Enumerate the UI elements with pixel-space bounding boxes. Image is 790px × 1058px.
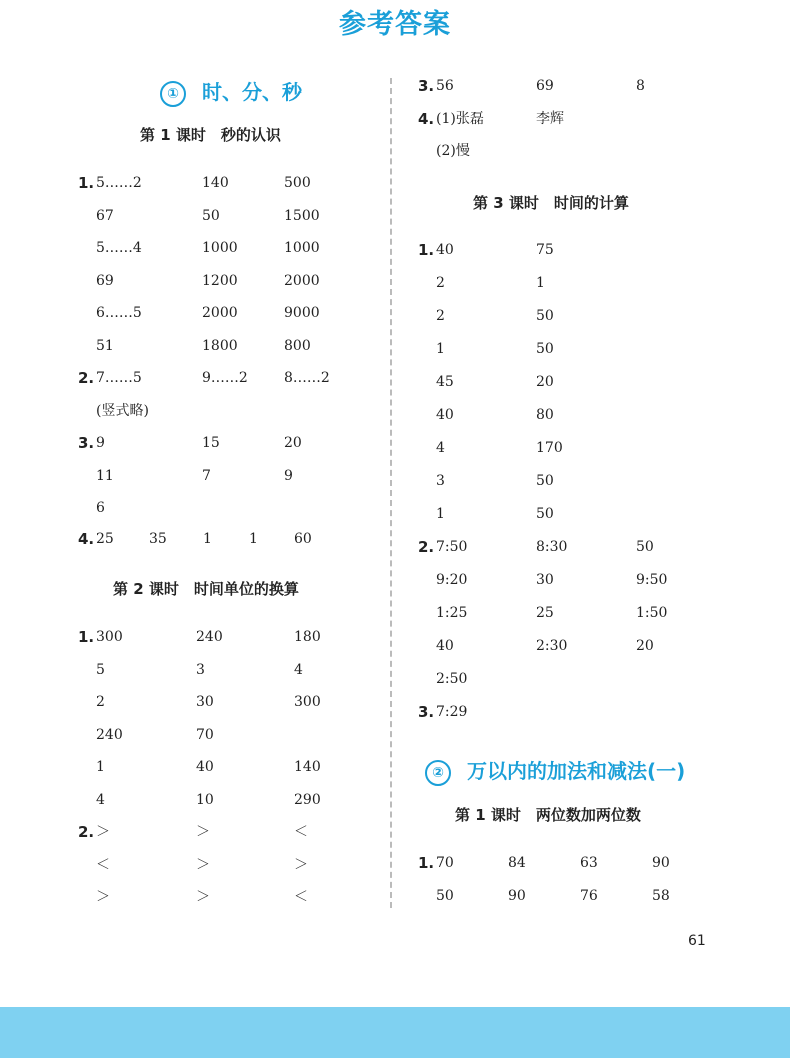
answer-row — [78, 887, 398, 907]
answer-value: 5……4 — [96, 240, 142, 256]
answer-value: 290 — [294, 791, 321, 808]
answer-value: 50 — [436, 888, 454, 904]
answer-value: 9:20 — [436, 572, 468, 588]
answer-value: 30 — [196, 694, 214, 710]
question-number: 2. — [418, 538, 435, 556]
unit-number: ① — [160, 81, 186, 107]
answer-value: 8:30 — [536, 539, 568, 555]
answer-value: ＞ — [196, 824, 210, 840]
answer-row — [418, 306, 738, 326]
answer-value: 35 — [149, 531, 167, 547]
answer-value: 90 — [652, 855, 670, 871]
answer-value: 李辉 — [536, 110, 564, 127]
answer-value: 7……5 — [96, 370, 142, 386]
answer-row — [78, 466, 398, 486]
answer-row — [418, 886, 738, 906]
question-number: 1. — [78, 628, 95, 646]
answer-row — [418, 372, 738, 392]
answer-value: 40 — [196, 759, 214, 775]
answer-value: 1000 — [284, 240, 320, 256]
answer-value: 180 — [294, 629, 321, 645]
answer-row — [418, 240, 738, 260]
answer-value: (竖式略) — [96, 402, 149, 419]
answer-value: 240 — [96, 726, 123, 743]
answer-row — [418, 438, 738, 458]
answer-row — [78, 401, 398, 421]
answer-row — [78, 660, 398, 680]
answer-row — [418, 636, 738, 656]
answer-value: 40 — [436, 242, 454, 258]
answer-row — [418, 669, 738, 689]
answer-value: 51 — [96, 337, 114, 354]
answer-value: 3 — [436, 473, 445, 489]
answer-value: 6……5 — [96, 305, 142, 321]
answer-value: 84 — [508, 855, 526, 871]
answer-value: 500 — [284, 175, 311, 191]
answer-row — [78, 790, 398, 810]
answer-value: 1 — [249, 531, 258, 547]
question-number: 2. — [78, 369, 95, 387]
question-number: 3. — [418, 703, 435, 721]
answer-value: 9……2 — [202, 370, 248, 386]
answer-value: 8 — [636, 78, 645, 94]
answer-value: 6 — [96, 500, 105, 516]
answer-value: ＞ — [96, 889, 110, 905]
answer-value: 20 — [284, 435, 302, 451]
answer-value: 7:29 — [436, 704, 468, 720]
answer-value: 140 — [202, 175, 229, 191]
answer-value: 9 — [284, 467, 293, 484]
answer-value: 1200 — [202, 272, 238, 289]
answer-value: 50 — [202, 207, 220, 224]
answer-row — [418, 141, 738, 161]
answer-row — [418, 504, 738, 524]
answer-value: 20 — [636, 638, 654, 654]
answer-row — [78, 529, 378, 549]
answer-value: 9:50 — [636, 572, 668, 588]
answer-value: 2:50 — [436, 671, 468, 687]
answer-value: ＜ — [96, 856, 110, 873]
answer-value: 9 — [96, 435, 105, 451]
answer-row — [78, 173, 398, 193]
answer-value: 1500 — [284, 207, 320, 224]
answer-value: 1 — [96, 759, 105, 775]
unit-2-heading — [425, 755, 685, 786]
answer-value: 25 — [536, 605, 554, 621]
answer-value: 9000 — [284, 305, 320, 321]
answer-value: 5……2 — [96, 175, 142, 191]
answer-value: 1 — [536, 275, 545, 291]
answer-value: 50 — [536, 473, 554, 489]
footer-band — [0, 1007, 790, 1058]
answer-value: 50 — [536, 341, 554, 357]
answer-value: 1 — [203, 531, 212, 547]
answer-value: 7:50 — [436, 539, 468, 555]
page-number: 61 — [688, 933, 706, 949]
question-number: 1. — [418, 241, 435, 259]
question-number: 1. — [78, 174, 95, 192]
answer-value: 58 — [652, 888, 670, 904]
answer-value: 2 — [436, 308, 445, 324]
unit-title: 时、分、秒 — [202, 80, 302, 104]
answer-value: 50 — [636, 539, 654, 555]
answer-value: 2000 — [202, 305, 238, 321]
answer-value: 4 — [294, 661, 303, 678]
answer-value: 45 — [436, 374, 454, 390]
answer-row — [78, 336, 398, 356]
unit-1-heading — [160, 76, 302, 107]
answer-row — [78, 271, 398, 291]
answer-value: 4 — [436, 440, 445, 456]
answer-row — [78, 303, 398, 323]
answer-row — [78, 855, 398, 875]
answer-value: 69 — [96, 272, 114, 289]
answer-value: 76 — [580, 888, 598, 904]
answer-row — [78, 206, 398, 226]
answer-row — [418, 273, 738, 293]
answer-value: 40 — [436, 638, 454, 654]
answer-value: 300 — [294, 694, 321, 710]
answer-row — [78, 692, 398, 712]
answer-row — [418, 339, 738, 359]
answer-value: 69 — [536, 78, 554, 94]
lesson-heading: 第 1 课时 秒的认识 — [140, 126, 281, 144]
answer-value: (1)张磊 — [436, 110, 484, 127]
unit-number: ② — [425, 760, 451, 786]
answer-row — [78, 238, 398, 258]
answer-value: 10 — [196, 791, 214, 808]
answer-row — [78, 757, 398, 777]
answer-value: 800 — [284, 337, 311, 354]
answer-value: ＞ — [196, 856, 210, 873]
answer-value: 4 — [96, 791, 105, 808]
answer-value: 1 — [436, 506, 445, 522]
answer-row — [78, 627, 398, 647]
answer-value: 50 — [536, 506, 554, 522]
page-title: 参考答案 — [339, 9, 451, 40]
answer-value: 2 — [436, 275, 445, 291]
answer-value: 15 — [202, 435, 220, 451]
answer-row — [418, 570, 738, 590]
answer-value: 170 — [536, 440, 563, 456]
answer-value: 3 — [196, 661, 205, 678]
question-number: 1. — [418, 854, 435, 872]
question-number: 4. — [418, 109, 435, 128]
answer-value: 140 — [294, 759, 321, 775]
answer-value: 20 — [536, 374, 554, 390]
unit-title: 万以内的加法和减法(一) — [467, 759, 686, 783]
answer-row — [418, 471, 738, 491]
answer-value: 80 — [536, 407, 554, 423]
answer-value: 30 — [536, 572, 554, 588]
answer-value: 7 — [202, 467, 211, 484]
answer-value: 1:50 — [636, 605, 668, 621]
answer-row — [418, 537, 738, 557]
answer-value: 70 — [436, 855, 454, 871]
answer-row — [418, 853, 738, 873]
answer-row — [78, 822, 398, 842]
answer-value: ＜ — [294, 889, 308, 905]
answer-value: (2)慢 — [436, 143, 470, 159]
question-number: 3. — [78, 434, 95, 452]
answer-row — [78, 433, 398, 453]
answer-value: 90 — [508, 888, 526, 904]
answer-value: 11 — [96, 467, 114, 484]
answer-value: 67 — [96, 207, 114, 224]
column-divider — [390, 78, 392, 908]
answer-row — [78, 368, 398, 388]
answer-row — [78, 725, 398, 745]
answer-value: 50 — [536, 308, 554, 324]
answer-value: 1 — [436, 341, 445, 357]
answer-value: 2 — [96, 694, 105, 710]
answer-value: 1800 — [202, 337, 238, 354]
answer-value: 75 — [536, 242, 554, 258]
lesson-heading: 第 2 课时 时间单位的换算 — [113, 580, 299, 598]
answer-value: ＜ — [294, 824, 308, 840]
answer-value: 2:30 — [536, 638, 568, 654]
answer-value: 300 — [96, 629, 123, 645]
answer-row — [418, 76, 738, 96]
answer-row — [418, 405, 738, 425]
question-number: 2. — [78, 823, 95, 841]
lesson-heading: 第 1 课时 两位数加两位数 — [455, 806, 641, 824]
answer-value: 8……2 — [284, 370, 330, 386]
answer-value: 2000 — [284, 272, 320, 289]
answer-value: 40 — [436, 407, 454, 423]
answer-value: ＞ — [294, 856, 308, 873]
question-number: 4. — [78, 530, 95, 548]
answer-value: 1:25 — [436, 605, 468, 621]
answer-value: 70 — [196, 726, 214, 743]
question-number: 3. — [418, 77, 435, 95]
answer-value: 240 — [196, 629, 223, 645]
answer-value: 5 — [96, 661, 105, 678]
answer-value: ＞ — [96, 824, 110, 840]
lesson-heading: 第 3 课时 时间的计算 — [473, 194, 629, 212]
answer-row — [418, 702, 738, 722]
answer-value: 60 — [294, 531, 312, 547]
answer-value: ＞ — [196, 889, 210, 905]
answer-value: 56 — [436, 78, 454, 94]
answer-value: 1000 — [202, 240, 238, 256]
answer-value: 63 — [580, 855, 598, 871]
answer-row — [418, 109, 738, 129]
answer-row — [418, 603, 738, 623]
answer-row — [78, 498, 398, 518]
answer-value: 25 — [96, 531, 114, 547]
